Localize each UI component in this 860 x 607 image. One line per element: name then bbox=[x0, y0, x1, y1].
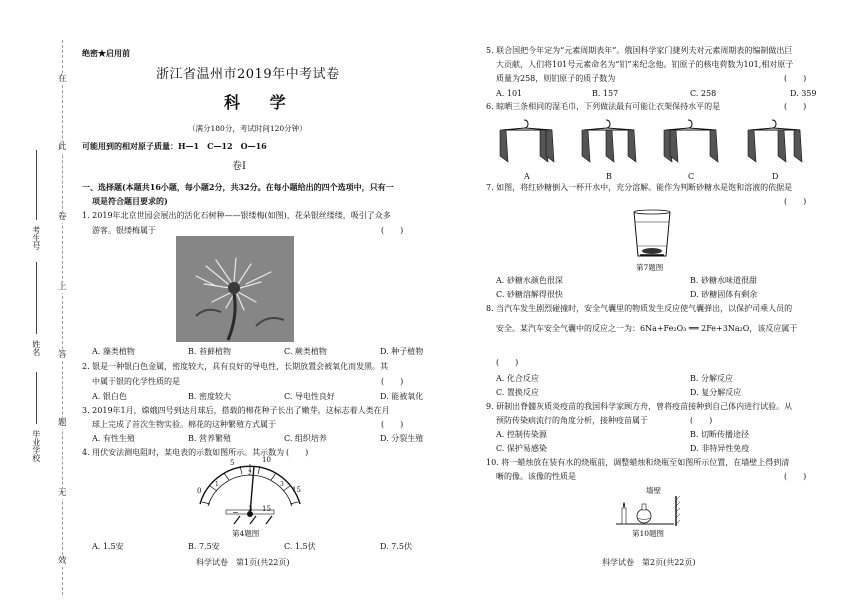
q10-answer-blank[interactable]: ( ) bbox=[784, 472, 807, 481]
seal-char: 无 bbox=[58, 488, 67, 498]
q9-option-d[interactable]: D. 非特异性免疫 bbox=[690, 444, 750, 453]
q6-label-a[interactable]: A bbox=[524, 172, 530, 181]
meter-terminal-label: 3 bbox=[248, 505, 253, 513]
section-heading: 一、选择题(本题共16小题，每小题2分，共32分。在每小题给出的四个选项中，只有一 bbox=[82, 182, 394, 192]
seal-char: 答 bbox=[58, 350, 67, 360]
q8-option-c[interactable]: C. 置换反应 bbox=[496, 388, 539, 397]
q7-option-a[interactable]: A. 砂糖水颜色很深 bbox=[496, 276, 563, 285]
q1-option-d[interactable]: D. 种子植物 bbox=[380, 347, 424, 356]
q10-text: 10. 将一蜡烛放在装有水的烧瓶前，调整蜡烛和烧瓶至如图所示位置，在墙壁上得到清 bbox=[486, 458, 790, 467]
q6-answer-blank[interactable]: ( ) bbox=[784, 102, 807, 111]
q5-option-d[interactable]: D. 359 bbox=[790, 89, 817, 98]
q3-option-a[interactable]: A. 有性生殖 bbox=[92, 434, 135, 443]
q10-figure-caption: 第10题图 bbox=[632, 529, 665, 538]
q7-option-c[interactable]: C. 砂糖溶解得很快 bbox=[496, 290, 563, 299]
q7-option-d[interactable]: D. 砂糖固体有剩余 bbox=[690, 290, 758, 299]
q9-option-b[interactable]: B. 切断传播途径 bbox=[690, 430, 749, 439]
q7-figure-caption: 第7题图 bbox=[636, 263, 664, 272]
dashed-binding-line bbox=[62, 40, 63, 595]
score-note: （满分180分，考试时间120分钟） bbox=[188, 124, 307, 133]
q4-figure-caption: 第4题图 bbox=[232, 529, 260, 538]
right-page-footer: 科学试卷 第2页(共22页) bbox=[602, 558, 696, 567]
meter-terminal-label: 15 bbox=[262, 505, 271, 513]
seal-char: 在 bbox=[58, 74, 67, 84]
name-line[interactable] bbox=[36, 262, 37, 334]
candle-flask-figure bbox=[610, 494, 682, 528]
seal-char: 上 bbox=[58, 282, 67, 292]
q6-label-d[interactable]: D bbox=[772, 172, 779, 181]
q6-text: 6. 晾晒三条相同的湿毛巾，下列做法最有可能让衣架保持水平的是 bbox=[486, 102, 721, 111]
q4-option-d[interactable]: D. 7.5伏 bbox=[380, 542, 412, 551]
meter-terminal-label: − bbox=[232, 508, 239, 517]
meter-tick-label: 1 bbox=[215, 481, 219, 488]
q5-text: 5. 联合国把今年定为“元素周期表年”。俄国科学家门捷列夫对元素周期表的编制做出巨 bbox=[486, 46, 793, 55]
q2-option-c[interactable]: C. 导电性良好 bbox=[284, 392, 335, 401]
q9-answer-blank[interactable]: ( ) bbox=[690, 416, 713, 425]
sugar-cup-figure bbox=[630, 208, 674, 260]
q5-text-cont: 大贡献，人们将101号元素命名为“钔”来纪念他。钔原子的核电荷数为101,相对原子 bbox=[496, 60, 794, 69]
seal-char: 此 bbox=[58, 142, 67, 152]
q8-answer-blank[interactable]: ( ) bbox=[496, 358, 519, 367]
q7-option-b[interactable]: B. 砂糖水味道很甜 bbox=[690, 276, 757, 285]
q8-option-b[interactable]: B. 分解反应 bbox=[690, 374, 733, 383]
meter-terminals-figure bbox=[228, 512, 288, 528]
q7-text: 7. 如图，将红砂糖倒入一杯开水中，充分溶解。能作为判断砂糖水是饱和溶液的依据是 bbox=[486, 183, 793, 192]
q4-option-b[interactable]: B. 7.5安 bbox=[188, 542, 220, 551]
q1-option-a[interactable]: A. 藻类植物 bbox=[92, 347, 135, 356]
q2-option-b[interactable]: B. 密度较大 bbox=[188, 392, 231, 401]
q9-text-cont: 预防传染病流行的角度分析，接种疫苗属于 bbox=[496, 416, 648, 425]
q5-option-c[interactable]: C. 258 bbox=[690, 89, 717, 98]
school-label: 毕业学校 bbox=[31, 430, 41, 462]
q1-text-cont: 游客。银缕梅属于 bbox=[92, 226, 156, 235]
q4-option-a[interactable]: A. 1.5安 bbox=[92, 542, 124, 551]
q2-option-d[interactable]: D. 能被氧化 bbox=[380, 392, 424, 401]
candidate-number-line[interactable] bbox=[36, 150, 37, 220]
subject-title: 科 学 bbox=[224, 93, 298, 112]
meter-tick-label: 2 bbox=[248, 470, 252, 477]
q10-wall-label: 墙壁 bbox=[646, 486, 661, 495]
q2-text: 2. 银是一种银白色金属，密度较大，具有良好的导电性，长期放置会被氧化而发黑。其 bbox=[82, 362, 389, 371]
q3-option-d[interactable]: D. 分裂生殖 bbox=[380, 434, 424, 443]
exam-title: 浙江省温州市2019年中考试卷 bbox=[156, 67, 340, 82]
q8-option-a[interactable]: A. 化合反应 bbox=[496, 374, 539, 383]
q1-answer-blank[interactable]: ( ) bbox=[381, 226, 404, 235]
candidate-number-label: 考生号 bbox=[31, 226, 41, 250]
seal-char: 题 bbox=[58, 418, 67, 428]
q5-option-a[interactable]: A. 101 bbox=[496, 89, 523, 98]
seal-char: 效 bbox=[58, 556, 67, 566]
q3-text: 3. 2019年1月，嫦娥四号到达月球后，搭载的棉花种子长出了嫩芽，这标志着人类在月 bbox=[82, 406, 390, 415]
q5-answer-blank[interactable]: ( ) bbox=[784, 74, 807, 83]
secret-mark: 绝密★启用前 bbox=[82, 48, 130, 58]
q9-option-a[interactable]: A. 控制传染源 bbox=[496, 430, 547, 439]
q1-option-c[interactable]: C. 蕨类植物 bbox=[284, 347, 327, 356]
q8-option-d[interactable]: D. 复分解反应 bbox=[690, 388, 742, 397]
q4-answer-blank[interactable]: ( ) bbox=[286, 448, 309, 457]
q9-option-c[interactable]: C. 保护易感染 bbox=[496, 444, 547, 453]
atomic-mass-line: 可能用到的相对原子质量：H—1 C—12 O—16 bbox=[82, 141, 267, 151]
q8-text: 8. 当汽车发生剧烈碰撞时，安全气囊里的物质发生反应使气囊弹出，以保护司乘人员的 bbox=[486, 304, 793, 313]
left-page-footer: 科学试卷 第1页(共22页) bbox=[196, 558, 290, 567]
name-label: 姓名 bbox=[31, 340, 41, 356]
q4-option-c[interactable]: C. 1.5伏 bbox=[284, 542, 316, 551]
q2-answer-blank[interactable]: ( ) bbox=[381, 377, 404, 386]
meter-tick-label: 5 bbox=[230, 459, 235, 467]
meter-tick-label: 15 bbox=[292, 486, 301, 494]
q1-option-b[interactable]: B. 苔藓植物 bbox=[188, 347, 231, 356]
q2-option-a[interactable]: A. 银白色 bbox=[92, 392, 127, 401]
q8-text-cont: 安全。某汽车安全气囊中的反应之一为：6Na+Fe₂O₃ ══ 2Fe+3Na₂O，该反应属于 bbox=[496, 324, 798, 333]
meter-tick-label: 3 bbox=[280, 481, 284, 488]
q3-option-c[interactable]: C. 组织培养 bbox=[284, 434, 327, 443]
q3-answer-blank[interactable]: ( ) bbox=[381, 420, 404, 429]
silver-plum-photo bbox=[176, 236, 294, 342]
q10-text-cont: 晰的像。该像的性质是 bbox=[496, 472, 576, 481]
q3-option-b[interactable]: B. 营养繁殖 bbox=[188, 434, 231, 443]
towel-hangers-figure bbox=[494, 116, 824, 172]
q5-option-b[interactable]: B. 157 bbox=[592, 89, 619, 98]
q4-text: 4. 用伏安法测电阻时，某电表的示数如图所示。其示数为 bbox=[82, 448, 285, 457]
meter-tick-label: 10 bbox=[262, 456, 271, 464]
q6-label-c[interactable]: C bbox=[688, 172, 695, 181]
seal-char: 卷 bbox=[58, 212, 67, 222]
q1-text: 1. 2019年北京世园会展出的活化石树种——银缕梅(如图)，花朵银丝缕缕，吸引了众多 bbox=[82, 211, 391, 220]
q2-text-cont: 中属于银的化学性质的是 bbox=[92, 377, 180, 386]
section-heading-cont: 项是符合题目要求的) bbox=[92, 196, 168, 206]
q9-text: 9. 研制出脊髓灰质炎疫苗的我国科学家顾方舟，曾将疫苗接种到自己体内进行试验。从 bbox=[486, 402, 793, 411]
school-line[interactable] bbox=[36, 372, 37, 424]
q6-label-b[interactable]: B bbox=[606, 172, 612, 181]
q7-answer-blank[interactable]: ( ) bbox=[784, 197, 807, 206]
q5-text-cont2: 质量为258，则钔原子的质子数为 bbox=[496, 74, 616, 83]
volume-label: 卷Ⅰ bbox=[232, 161, 246, 172]
q3-text-cont: 球上完成了首次生物实验。棉花的这种繁殖方式属于 bbox=[92, 420, 276, 429]
meter-tick-label: 0 bbox=[197, 487, 202, 495]
